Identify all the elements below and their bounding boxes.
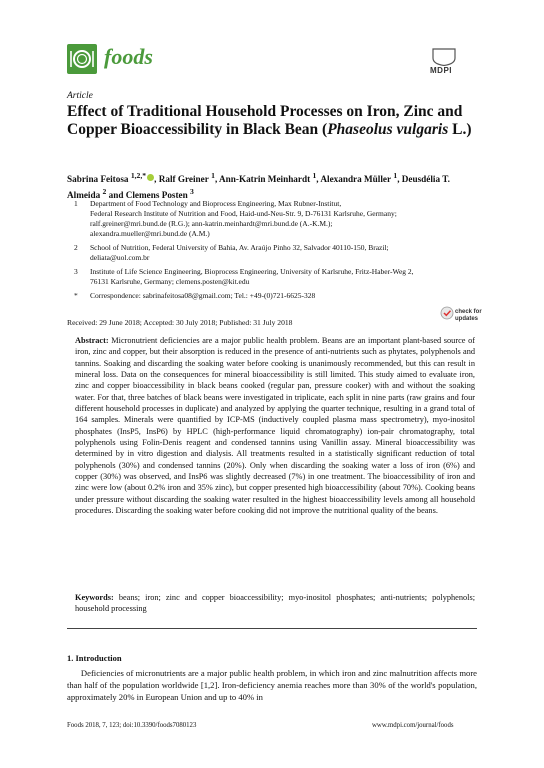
author-list: Sabrina Feitosa $^{1,2,*}$ , Ralf Greiner $^1$, Ann-Katrin Meinhardt $^1$, Alexandra Müller $^1$, Deusdélia T. Almeida $^2$ and Clemens Posten $^3$: [67, 171, 450, 200]
orcid-icon[interactable]: [147, 174, 154, 181]
publication-dates: Received: 29 June 2018; Accepted: 30 July 2018; Published: 31 July 2018: [67, 318, 293, 327]
author-name[interactable]: Ann-Katrin Meinhardt: [219, 174, 311, 185]
journal-logo: [67, 44, 97, 74]
affiliation: 2 School of Nutrition, Federal University of Bahia, Av. Araújo Pinho 32, Salvador 40110-150, Brazil; deliata@uol.com.br: [74, 243, 389, 262]
journal-name: foods: [104, 44, 153, 69]
correspondence: * Correspondence: sabrinafeitosa08@gmail.com; Tel.: +49-(0)721-6625-328: [74, 291, 316, 300]
abstract: Abstract: Micronutrient deficiencies are a major public health problem. Beans are an important plant-based source of iron, zinc and copper, but their absorption is reduced in the presence of anti-nutrients such as phytates, polyphenols and tannins. Soaking and discarding the soaking water before cooking is unanimously recommended, but this can result in mineral loss. Data on the consequences for mineral bioaccessibility is still limited. This study aimed to evaluate iron, zinc and copper bioaccessibility in black beans cooked (regular pan, pressure cooker) with and without the soaking water. For that, three batches of black beans were investigated in triplicate, each split in nine parts (raw grains and four different household processes in duplicate) and analyzed by applying the quarter technique, resulting in a grand total of 164 samples. Minerals were quantified by ICP-MS (inductively coupled plasma mass spectrometry), myo-inositol phosphates (InsP5, InsP6) by HPLC (high-performance liquid chromatography) ion-pair chromatography, total polyphenols using Folin-Denis reagent and condensed tannins using Vanillin assay. Mineral bioaccessibility was determined by in vitro digestion and dialysis. All treatments resulted in a statistically significant reduction of total polyphenols (30%) and condensed tannins (20%). Only when discarding the soaking water a loss of iron (6%) and copper (30%) was observed, and InsP6 was slightly decreased (7%) in one treatment. The bioaccessibility of iron and zinc were low (about 0.2% iron and 35% zinc), but copper presented high bioaccessibility (about 70%). Cooking beans under pressure without discarding the soaking water resulted in the highest bioaccessibility levels among all household procedures. Discarding the soaking water before cooking did not improve the nutritional quality of the beans.: [75, 336, 475, 516]
author-name[interactable]: Alexandra Müller: [320, 174, 392, 185]
footer-url[interactable]: www.mdpi.com/journal/foods: [372, 722, 454, 729]
keywords: Keywords: beans; iron; zinc and copper bioaccessibility; myo-inositol phosphates; anti-nutrients; polyphenols; household processing: [75, 593, 475, 614]
mdpi-shield-icon: [431, 48, 457, 66]
footer-citation: Foods 2018, 7, 123; doi:10.3390/foods7080123: [67, 722, 197, 729]
author-name[interactable]: Deusdélia T. Almeida: [67, 174, 450, 200]
author-name[interactable]: Ralf Greiner: [158, 174, 209, 185]
publisher-name: MDPI: [430, 66, 452, 75]
body-text: Deficiencies of micronutrients are a major public health problem, in which iron and zinc malnutrition affects more than half of the population worldwide [1,2]. Iron-deficiency anemia reaches more than 30% of the world's population, approximately 20% in European Union and up to 40% in: [67, 668, 477, 703]
affiliation: 3 Institute of Life Science Engineering, Bioprocess Engineering, University of Karlsruhe, Fritz-Haber-Weg 2, 76131 Karlsruhe, Germany; clemens.posten@kit.edu: [74, 267, 414, 286]
divider: [67, 628, 477, 629]
check-updates-icon[interactable]: [440, 306, 454, 325]
check-updates-label[interactable]: check for updates: [455, 309, 482, 322]
plate-icon: [67, 44, 97, 74]
affiliation: 1 Department of Food Technology and Bioprocess Engineering, Max Rubner-Institut, Federal Research Institute of Nutrition and Food, Haid-und-Neu-Str. 9, D-76131 Karlsruhe, Germany; ralf.greiner@mri.bund.de (R.G.); ann-katrin.meinhardt@mri.bund.de (A.-K.M.); alexandra.mueller@mri.bund.de (A.M.): [74, 199, 397, 238]
article-title: Effect of Traditional Household Processes on Iron, Zinc and Copper Bioaccessibility in Black Bean (Phaseolus vulgaris L.): [67, 103, 472, 138]
author-name[interactable]: Clemens Posten: [125, 189, 188, 200]
section-heading: 1. Introduction: [67, 653, 122, 663]
article-type: Article: [67, 91, 93, 101]
author-name[interactable]: Sabrina Feitosa: [67, 174, 129, 185]
